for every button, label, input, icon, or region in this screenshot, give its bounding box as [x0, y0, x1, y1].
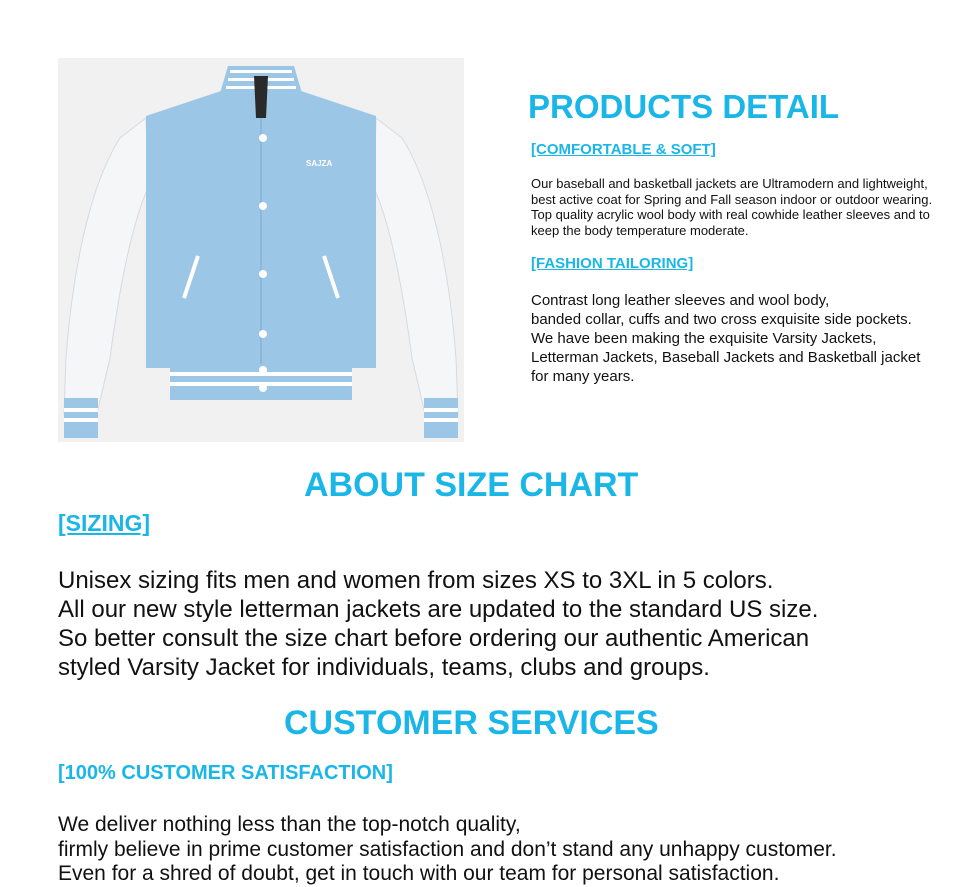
- paragraph-line: Unisex sizing fits men and women from sizes XS to 3XL in 5 colors.: [58, 567, 774, 594]
- paragraph-line: Contrast long leather sleeves and wool body,: [531, 292, 830, 309]
- paragraph-line: Top quality acrylic wool body with real cowhide leather sleeves and to: [531, 207, 930, 222]
- comfortable-soft-subheading: [COMFORTABLE & SOFT]: [531, 141, 716, 158]
- brand-logo: SAJZA: [306, 159, 333, 168]
- fashion-tailoring-paragraph: [531, 291, 960, 386]
- products-detail-title: PRODUCTS DETAIL: [528, 88, 840, 125]
- paragraph-line: We deliver nothing less than the top-notch quality,: [58, 813, 521, 836]
- paragraph-line: keep the body temperature moderate.: [531, 222, 749, 238]
- product-image: [58, 58, 464, 442]
- paragraph-line: Our baseball and basketball jackets are Ultramodern and lightweight,: [531, 176, 928, 191]
- customer-services-paragraph: [58, 813, 837, 887]
- customer-services-title: CUSTOMER SERVICES: [284, 704, 659, 742]
- paragraph-line: So better consult the size chart before ordering our authentic American: [58, 625, 810, 652]
- paragraph-line: best active coat for Spring and Fall season indoor or outdoor wearing.: [531, 191, 933, 207]
- varsity-jacket-illustration: [58, 58, 464, 442]
- paragraph-line: Even for a shred of doubt, get in touch with our team for personal satisfaction.: [58, 862, 780, 885]
- comfortable-soft-paragraph: [531, 176, 960, 238]
- paragraph-line: All our new style letterman jackets are updated to the standard US size.: [58, 596, 819, 623]
- paragraph-line: styled Varsity Jacket for individuals, teams, clubs and groups.: [58, 654, 710, 681]
- paragraph-line: We have been making the exquisite Varsity Jackets,: [531, 330, 877, 347]
- size-chart-title: ABOUT SIZE CHART: [304, 466, 639, 504]
- paragraph-line: for many years.: [531, 368, 635, 385]
- customer-satisfaction-subheading: [100% CUSTOMER SATISFACTION]: [58, 762, 393, 784]
- sizing-paragraph: [58, 566, 818, 682]
- sizing-subheading: [SIZING]: [58, 510, 150, 536]
- paragraph-line: firmly believe in prime customer satisfaction and don’t stand any unhappy customer.: [58, 837, 837, 861]
- fashion-tailoring-subheading: [FASHION TAILORING]: [531, 255, 694, 272]
- paragraph-line: Letterman Jackets, Baseball Jackets and Basketball jacket: [531, 349, 921, 366]
- paragraph-line: banded collar, cuffs and two cross exquisite side pockets.: [531, 311, 912, 328]
